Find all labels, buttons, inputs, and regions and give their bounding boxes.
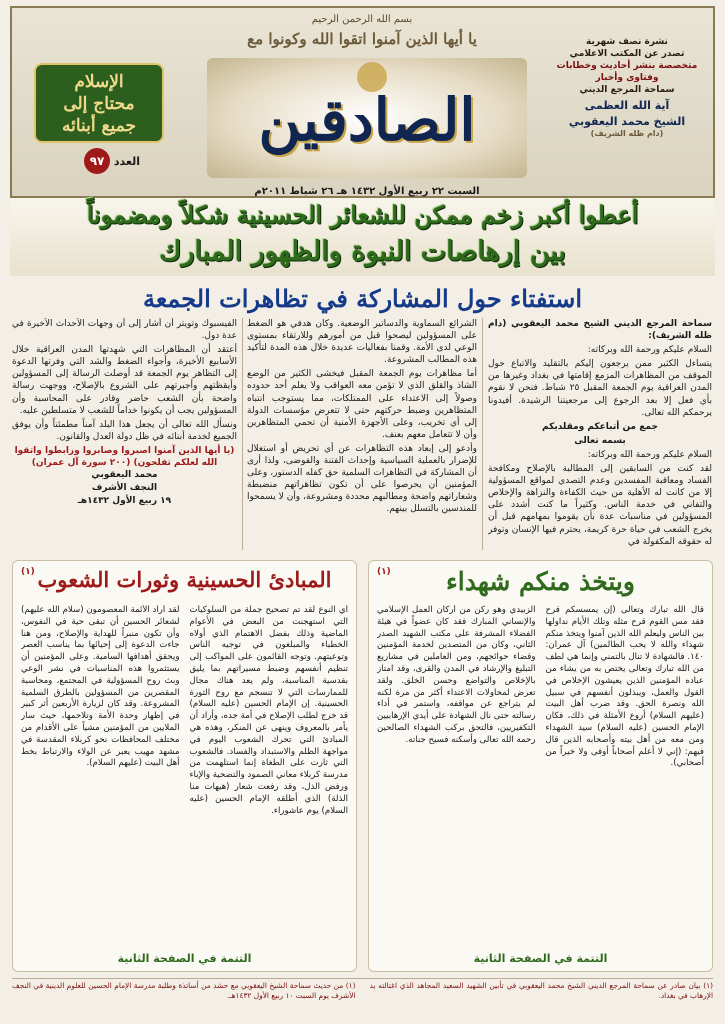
info-line: (دام ظله الشريف): [590, 129, 664, 138]
slogan-box: [34, 63, 164, 143]
footnote-left: (١) من حديث سماحة الشيخ اليعقوبي مع حشد من أساتذة وطلبة مدرسة الإمام الحسين للعلوم الدينية في النجف الأشرف يوم السبت ١٠ ربيع الأول ١٤٣٢هـ.: [12, 981, 356, 1000]
info-line: تصدر عن المكتب الاعلامي: [569, 49, 685, 59]
info-line: سماحة المرجع الديني: [579, 85, 675, 95]
second-headline: بين إرهاصات النبوة والظهور المبارك: [159, 236, 566, 267]
info-line: الشيخ محمد اليعقوبي: [568, 115, 686, 128]
article-title: المبادئ الحسينية وثورات الشعوب: [37, 567, 332, 592]
slogan-line: محتاج إلى: [63, 94, 135, 114]
info-line: متخصصة بنشر أحاديث وخطابات: [556, 61, 698, 71]
footnotes: [12, 978, 713, 1018]
info-line: وفتاوى وأخبار: [595, 73, 659, 83]
column-middle: [247, 318, 477, 550]
paragraph: لقد كنت من السابقين إلى المطالبة بالإصلاح ومكافحة الفساد ومعاقبة المفسدين وعدم التصدي لمواقع المسؤولية إلا من كانت له الأهلية من حيث الكفاءة والنزاهة والإخلاص والتفاني في خدمة الناس. وكثيراً ما كنت أشدد على المسؤولين في مناسبات عدة بأن يقوموا بمهامهم قبل أن يخرج الشعب في حياة حرة كريمة، يحترم فيها الإنسان وتوفر له حقوقه المكفولة في: [488, 464, 712, 547]
paragraph: جمع من أتباعكم ومقلديكم: [542, 421, 658, 432]
info-line: نشرة نصف شهرية: [586, 37, 668, 47]
paragraph: الفيسبوك وتويتر أن أشار إلى أن وجهات الأحداث الأخيرة في عدة دول.: [12, 319, 237, 342]
issue-date: السبت ٢٢ ربيع الأول ١٤٣٢ هـ ٢٦ شباط ٢٠١١م: [254, 186, 480, 197]
article-title: ويتخذ منكم شهداء: [446, 567, 635, 596]
paragraph: ونسأل الله تعالى أن يجعل هذا البلد آمناً مطمئناً وأن يوفق الجميع لخدمة أبنائه في ظل دولة العدل والقانون.: [12, 419, 237, 442]
masthead: [10, 6, 715, 198]
paragraph: الشرائع السماوية والدساتير الوضعية. وكان هدفي هو الضغط على المسؤولين ليصحوا قبل من أمورهم وللارتقاء بمستوى الوعي لدى الأمة. وقمنا بفعاليات عديدة خلال هذه المدة لتأكيد هذه المطالب المشروعة.: [247, 319, 477, 366]
quran-verse: (يا أيها الذين آمنوا اصبروا وصابروا ورابطوا واتقوا الله لعلكم تفلحون) (٢٠٠ سورة آل عمران): [14, 445, 235, 469]
article-hussaini-principles: [12, 560, 357, 972]
column-divider: [242, 318, 243, 550]
issue-label: [72, 148, 152, 174]
column-right: [488, 318, 712, 550]
main-headline: أعطوا أكبر زخم ممكن للشعائر الحسينية شكلاً ومضموناً: [86, 200, 639, 229]
footnote-marker: (١): [21, 567, 35, 577]
paragraph: بسمه تعالى: [574, 435, 626, 446]
paragraph: يتساءل الكثير ممن يرجعون إليكم بالتقليد والاتباع حول الموقف من المظاهرات المزمع إقامتها في بغداد وغيرها من المدن العراقية يوم الجمعة المقبل ٢٥ شباط. فنحن لا نقوم بأي فعل إلا بعد الرجوع إلى مرجعيتنا الرشيدة. أفيدونا يرحمكم الله تعالى.: [488, 359, 712, 418]
article-column: لقد أراد الأئمة المعصومون (سلام الله عليهم) لشعائر الحسين أن تبقى حية في النفوس، وأن تكون منبراً للهداية والإصلاح، ومن هنا جاءت الدعوة إلى إحيائها بما يناسب العصر ويحقق أهدافها السامية. وعلى المؤمنين أن يستثمروا هذه المناسبات في نشر الوعي وبث روح المسؤولية في المجتمع، ومحاسبة المقصرين من المسؤولين بالطرق السلمية المشروعة. وقد كان لزيارة الأربعين أثر كبير في إظهار وحدة الأمة وتلاحمها، حيث سار الملايين من المؤمنين مشياً على الأقدام من مختلف المحافظات نحو كربلاء المقدسة في مشهد مهيب يعبر عن الولاء والارتباط بخط أهل البيت (عليهم السلام).: [21, 605, 180, 769]
article-column: قال الله تبارك وتعالى (إن يمسسكم قرح فقد مس القوم قرح مثله وتلك الأيام نداولها بين الناس وليعلم الله الذين آمنوا ويتخذ منكم شهداء والله لا يحب الظالمين) آل عمران: ١٤٠. فالشهادة لا تنال بالتمني وإنما هي لطف من الله تبارك وتعالى يختص به من يشاء من عباده المؤمنين الذين يعيشون الإخلاص في القول والعمل، ويبذلون أنفسهم في سبيل الله ونصرة الحق. وقد ضرب أهل البيت (عليهم السلام) أروع الأمثلة في ذلك، فكان الإمام الحسين (عليه السلام) سيد الشهداء ومن معه من أهل بيته وأصحابه الذين قال فيهم: (إني لا أعلم أصحاباً أوفى ولا خيراً من أصحابي).: [545, 605, 704, 769]
continued-link[interactable]: التتمة في الصفحة الثانية: [117, 952, 252, 965]
continued-link[interactable]: التتمة في الصفحة الثانية: [473, 952, 608, 965]
issue-number-badge: ٩٧: [84, 148, 110, 174]
article-martyrs: [368, 560, 713, 972]
publication-info: [552, 36, 702, 186]
info-line: آية الله العظمى: [584, 99, 670, 112]
signature-date: ١٩ ربيع الأول ١٤٣٢هـ: [77, 496, 172, 507]
basmala: بسم الله الرحمن الرحيم: [311, 14, 413, 25]
paragraph: أعتقد أن المظاهرات التي شهدتها المدن العراقية خلال الأسابيع الأخيرة، وأجواء الضغط والشد التي وفرتها الدعوة إلى التظاهر يوم الجمعة قد أوصلت الرسالة إلى المسؤولين وأيقظتهم وأجبرتهم على الشروع بالإصلاح، ووجهت رسالة واضحة بأن الشعب حاضر وقادر على المحاسبة وأن المسؤولين يجب أن يكونوا خداماً للشعب لا متسلطين عليه.: [12, 345, 237, 416]
signature-name: محمد اليعقوبي: [91, 470, 158, 481]
article-column: أي النوع لقد تم تصحيح جملة من السلوكيات التي استهجنت من البعض في الأعوام الماضية وذلك بفضل الاهتمام الذي أولاه الخطباء والمبلغون في توجيه الناس وتوعيتهم. وتوجه القائمون على المواكب إلى تنظيم أنفسهم وضبط مسيراتهم بما يليق بقدسية المناسبة، ولم يعد هناك مجال للممارسات التي لا تنسجم مع روح الثورة الحسينية. إن الإمام الحسين (عليه السلام) قد خرج لطلب الإصلاح في أمة جده، وأراد أن يأمر بالمعروف وينهى عن المنكر، وهذه هي المبادئ التي تحرك الشعوب اليوم في مواجهة الظلم والاستبداد والفساد. فالشعوب التي ثارت على الطغاة إنما استلهمت من مدرسة كربلاء معاني الصمود والتضحية والإباء ورفض الذل، وقد رفعت شعار (هيهات منا الذلة) الذي أطلقه الإمام الحسين (عليه السلام) يوم عاشوراء.: [189, 605, 348, 816]
paragraph: وأدعو إلى إبعاد هذه التظاهرات عن أي تحريض أو استغلال للإضرار بالعملية السياسية وإحداث الفتنة والفوضى، ولذا أرى أن المشاركة في التظاهرات السلمية حق كفله الدستور، وعلى المؤمنين أن يحرصوا على أن تكون تظاهراتهم منضبطة وشعاراتهم واضحة ومطالبهم محددة ومشروعة، وأن لا يسمحوا للمندسين بالتسلل بينهم.: [247, 443, 477, 515]
headline-band: [10, 198, 715, 276]
sub-headline: استفتاء حول المشاركة في تظاهرات الجمعة: [142, 284, 583, 313]
slogan-line: جميع أبنائه: [61, 116, 137, 136]
logo-box: [207, 58, 527, 178]
paragraph: السلام عليكم ورحمة الله وبركاته:: [587, 449, 712, 460]
paragraph: سماحة المرجع الديني الشيخ محمد اليعقوبي (دام ظله الشريف):: [488, 319, 712, 342]
newspaper-logo: الصادقين: [258, 86, 476, 154]
footnote-marker: (١): [377, 567, 391, 577]
signature-place: النجف الأشرف: [91, 483, 158, 494]
article-column: الزبيدي وهو ركن من أركان العمل الإسلامي والإنساني المبارك فقد كان عضواً في هيئة الفضلاء المشرفة على مكتب الشهيد الصدر الثاني، وكان من المتصدين لخدمة المؤمنين وقضاء حوائجهم، ومن العاملين في مشاريع التبليغ والإرشاد في المدن والقرى، وقد امتاز بالإخلاص والتواضع وحسن الخلق. ولقد تعرض لمحاولات الاعتداء أكثر من مرة لكنه لم يتراجع عن مواقفه، واستمر في أداء رسالته حتى نال الشهادة على أيدي الإرهابيين التكفيريين، فالتحق بركب الشهداء الصالحين رحمه الله تعالى وأسكنه فسيح جناته.: [377, 605, 536, 745]
slogan-line: الإسلام: [74, 72, 124, 92]
issue-label-text: العدد: [113, 155, 140, 168]
masthead-verse: يا أيها الذين آمنوا اتقوا الله وكونوا مع: [247, 30, 477, 48]
paragraph: السلام عليكم ورحمة الله وبركاته:: [587, 345, 712, 356]
column-divider: [482, 318, 483, 550]
article-body: [13, 605, 356, 953]
footnote-right: (١) بيان صادر عن سماحة المرجع الديني الشيخ محمد اليعقوبي في تأبين الشهيد السعيد المجاهد الذي اغتالته يد الإرهاب في بغداد.: [369, 981, 713, 1000]
paragraph: أما مظاهرات يوم الجمعة المقبل فيخشى الكثير من الوضع الشاذ والقلق الذي لا تؤمن معه العواقب ولا يعلم أحد حدوده وصولاً إلى الاعتداء على الممتلكات، مما يستوجب انتباه المتظاهرين وضبط حركتهم حتى لا تتعرض مؤسسات الدولة إلى أي تخريب، وعلى الأجهزة الأمنية أن تحمي المتظاهرين وأن لا تتعامل معهم بعنف.: [247, 369, 477, 440]
article-body: [369, 605, 712, 953]
column-left: [12, 318, 237, 550]
